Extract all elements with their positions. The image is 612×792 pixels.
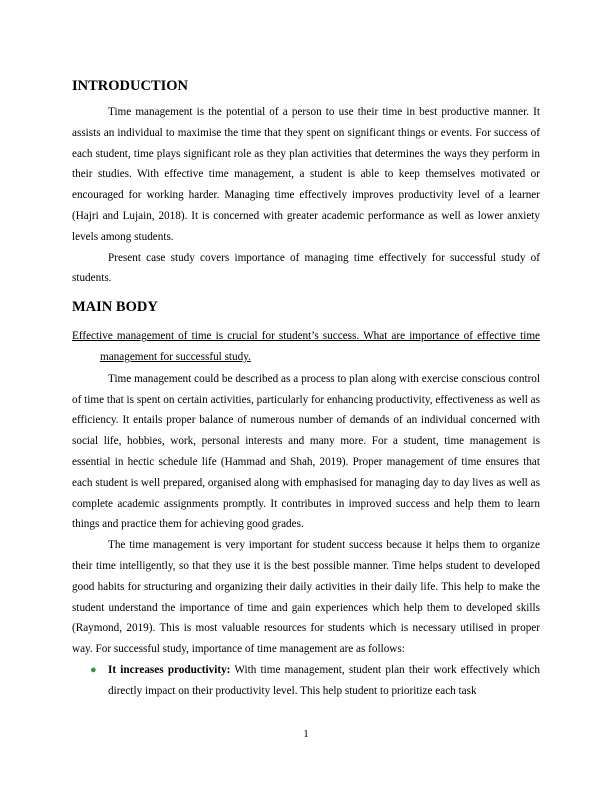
main-body-paragraph-2: The time management is very important for student success because it helps them to organize their time intelligently, so that they use it is the best possible manner. Time helps student to developed good habits for structuring and organizing their daily activities in their daily life. This help to make the student understand the importance of time and gain experiences which help them to developed skills (Raymond, 2019). This is most valuable resources for students which is necessary utilised in proper way. For successful study, importance of time management are as follows: xyxy=(72,539,540,656)
introduction-paragraph-2: Present case study covers importance of managing time effectively for successful study of students. xyxy=(72,251,540,285)
main-body-heading: MAIN BODY xyxy=(72,299,158,316)
list-item xyxy=(72,660,540,702)
list-item-text: With time management, student plan their work effectively which directly impact on their productivity level. This help student to prioritize each task xyxy=(108,663,540,697)
main-body-question: Effective management of time is crucial for student’s success. What are importance of effective time management for successful study. xyxy=(72,330,540,363)
importance-list xyxy=(72,660,540,702)
page-number: 1 xyxy=(303,728,309,740)
introduction-heading: INTRODUCTION xyxy=(72,78,189,94)
list-item-title: It increases productivity: xyxy=(108,663,231,676)
bullet-icon: ● xyxy=(90,663,97,676)
page-content xyxy=(72,76,540,702)
main-body-paragraph-1: Time management could be described as a process to plan along with exercise conscious control of time that is spent on certain activities, particularly for enhancing productivity, effectiveness as well as efficiency. It entails proper balance of numerous number of demands of an individual concerned with social life, hobbies, work, personal interests and many more. For a student, time management is essential in hectic schedule life (Hammad and Shah, 2019). Proper management of time ensures that each student is well prepared, organised along with emphasised for managing day to day lives as well as complete academic assignments promptly. It contributes in improved success and help them to learn things and practice them for achieving good grades. xyxy=(72,372,540,531)
introduction-paragraph-1: Time management is the potential of a person to use their time in best productive manner. It assists an individual to maximise the time that they spent on significant things or events. For success of each student, time plays significant role as they plan activities that determines the ways they perform in their studies. With effective time management, a student is able to keep themselves motivated or encouraged for working harder. Managing time effectively improves productivity level of a learner (Hajri and Lujain, 2018). It is concerned with greater academic performance as well as lower anxiety levels among students. xyxy=(72,106,540,243)
